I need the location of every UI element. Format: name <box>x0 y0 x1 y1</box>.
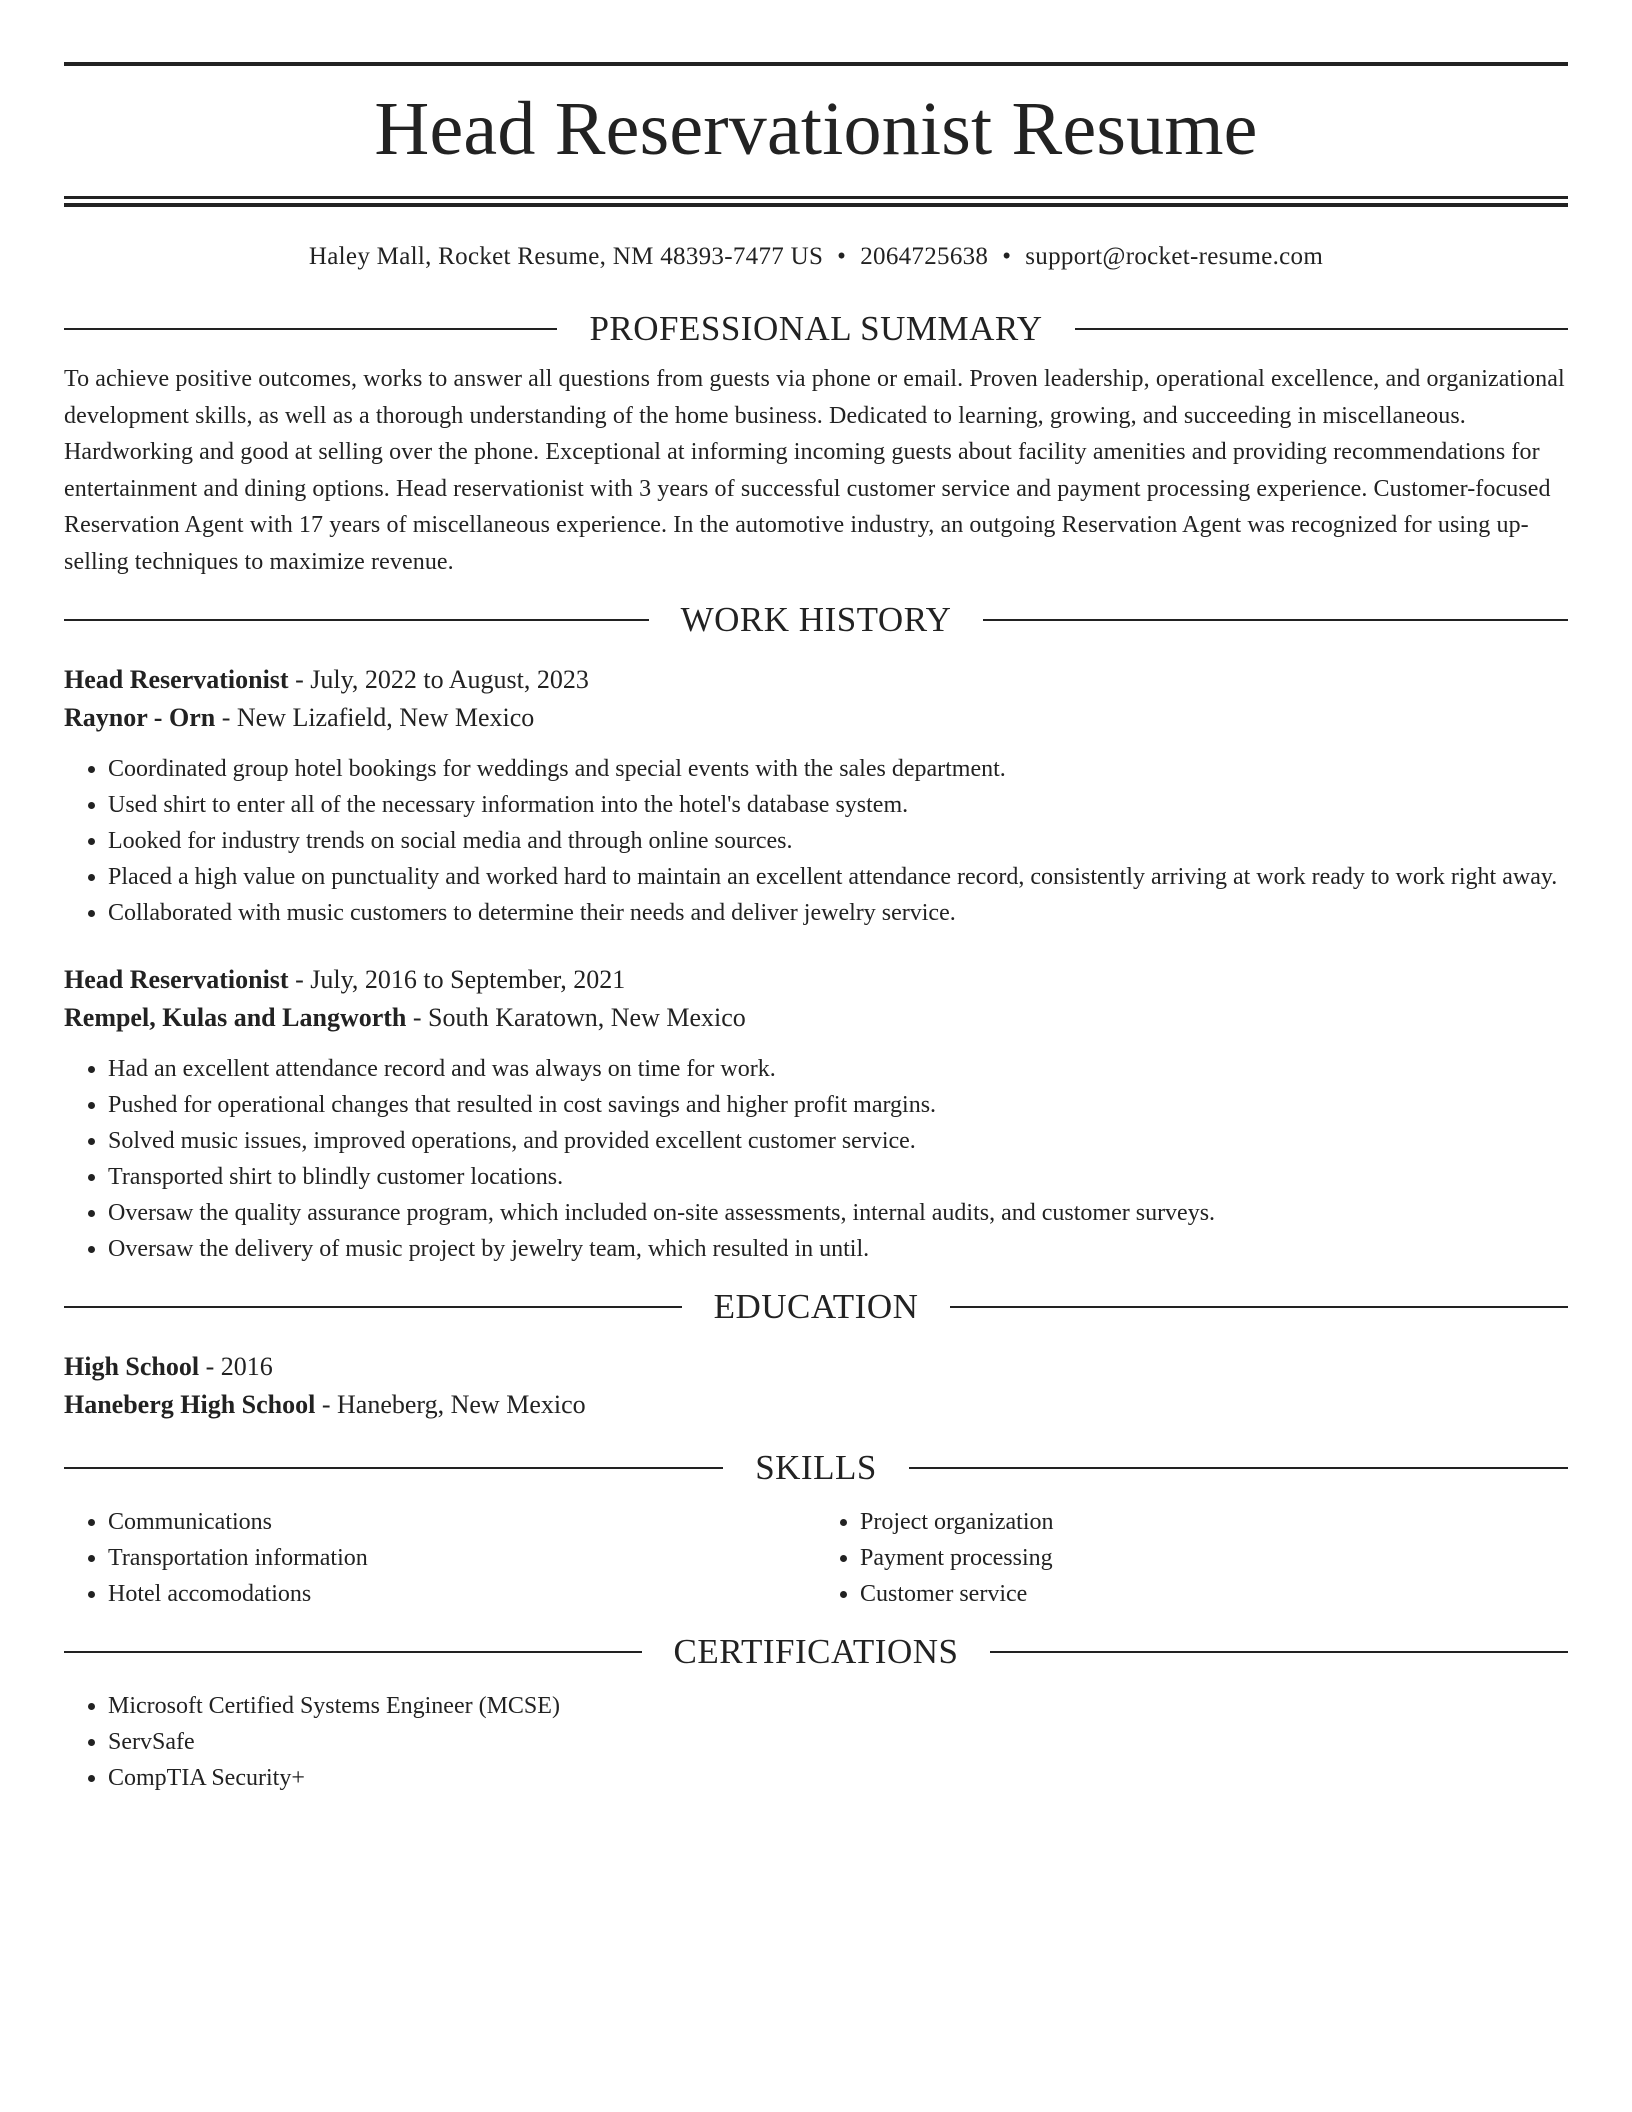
section-title-summary: PROFESSIONAL SUMMARY <box>589 309 1043 348</box>
section-title-certifications: CERTIFICATIONS <box>673 1632 959 1671</box>
contact-address: Haley Mall, Rocket Resume, NM 48393-7477 US <box>308 243 824 270</box>
list-item: • Used shirt to enter all of the necessary information into the hotel's database system. <box>108 787 1568 823</box>
job-entry <box>64 661 1568 931</box>
heading-rule <box>950 1306 1568 1308</box>
job-location: - New Lizafield, New Mexico <box>215 703 535 732</box>
job-dates: - July, 2016 to September, 2021 <box>288 965 626 994</box>
title-double-rule <box>64 196 1568 207</box>
heading-rule <box>64 328 557 330</box>
job-duties-list <box>64 751 1568 931</box>
heading-rule <box>1075 328 1568 330</box>
job-title-line <box>64 961 1568 999</box>
list-item: • Placed a high value on punctuality and worked hard to maintain an excellent attendance record, consistently arriving at work ready to work right away. <box>108 859 1568 895</box>
summary-text: To achieve positive outcomes, works to answer all questions from guests via phone or email. Proven leadership, operational excellence, and organizational development skills, as well as a thorough understanding of the home business. Dedicated to learning, growing, and succeeding in miscellaneous. Hardworking and good at selling over the phone. Exceptional at informing incoming guests about facility amenities and providing recommendations for entertainment and dining options. Head reservationist with 3 years of successful customer service and payment processing experience. Customer-focused Reservation Agent with 17 years of miscellaneous experience. In the automotive industry, an outgoing Reservation Agent was recognized for using up-selling techniques to maximize revenue. <box>64 366 1565 575</box>
heading-rule <box>64 1651 642 1653</box>
top-rule <box>64 62 1568 66</box>
section-heading-certifications <box>64 1632 1568 1672</box>
list-item: • Payment processing <box>860 1540 1568 1576</box>
certifications-list <box>64 1688 1568 1796</box>
list-item: • Collaborated with music customers to determine their needs and deliver jewelry service. <box>108 895 1568 931</box>
education-school: Haneberg High School <box>64 1390 316 1419</box>
job-company-line <box>64 999 1568 1037</box>
contact-email: support@rocket-resume.com <box>1025 243 1324 270</box>
list-item: • Transported shirt to blindly customer locations. <box>108 1159 1568 1195</box>
list-item: • Looked for industry trends on social media and through online sources. <box>108 823 1568 859</box>
list-item: • Oversaw the quality assurance program, which included on-site assessments, internal audits, and customer surveys. <box>108 1195 1568 1231</box>
education-year: - 2016 <box>199 1352 273 1381</box>
job-entry <box>64 961 1568 1267</box>
list-item: • Pushed for operational changes that resulted in cost savings and higher profit margins. <box>108 1087 1568 1123</box>
job-role: Head Reservationist <box>64 965 289 994</box>
job-company-line <box>64 699 1568 737</box>
list-item: • Communications <box>108 1504 816 1540</box>
skills-list-left <box>64 1504 816 1612</box>
list-item: • Project organization <box>860 1504 1568 1540</box>
contact-separator: • <box>1002 243 1012 270</box>
job-title-line <box>64 661 1568 699</box>
heading-rule <box>990 1651 1568 1653</box>
section-heading-education <box>64 1287 1568 1327</box>
section-heading-work-history <box>64 600 1568 640</box>
skills-columns <box>64 1504 1568 1612</box>
list-item: • Had an excellent attendance record and was always on time for work. <box>108 1051 1568 1087</box>
education-degree-line <box>64 1348 1568 1386</box>
heading-rule <box>983 619 1568 621</box>
education-school-line <box>64 1386 1568 1424</box>
section-title-work-history: WORK HISTORY <box>680 600 952 639</box>
heading-rule <box>909 1467 1568 1469</box>
job-company: Rempel, Kulas and Langworth <box>64 1003 407 1032</box>
job-dates: - July, 2022 to August, 2023 <box>288 665 589 694</box>
skills-list-right <box>816 1504 1568 1612</box>
list-item: • ServSafe <box>108 1724 1568 1760</box>
list-item: • Solved music issues, improved operations, and provided excellent customer service. <box>108 1123 1568 1159</box>
list-item: • Customer service <box>860 1576 1568 1612</box>
heading-rule <box>64 619 649 621</box>
section-title-skills: SKILLS <box>755 1448 877 1487</box>
education-degree: High School <box>64 1352 200 1381</box>
education-entry <box>64 1348 1568 1424</box>
list-item: • Microsoft Certified Systems Engineer (MCSE) <box>108 1688 1568 1724</box>
contact-separator: • <box>837 243 847 270</box>
list-item: • Transportation information <box>108 1540 816 1576</box>
job-role: Head Reservationist <box>64 665 289 694</box>
list-item: • Hotel accomodations <box>108 1576 816 1612</box>
section-heading-skills <box>64 1448 1568 1488</box>
job-duties-list <box>64 1051 1568 1267</box>
contact-line <box>64 241 1568 273</box>
education-location: - Haneberg, New Mexico <box>315 1390 586 1419</box>
heading-rule <box>64 1467 723 1469</box>
list-item: • CompTIA Security+ <box>108 1760 1568 1796</box>
list-item: • Oversaw the delivery of music project by jewelry team, which resulted in until. <box>108 1231 1568 1267</box>
job-company: Raynor - Orn <box>64 703 216 732</box>
section-title-education: EDUCATION <box>713 1287 919 1326</box>
contact-phone: 2064725638 <box>860 243 989 270</box>
job-location: - South Karatown, New Mexico <box>406 1003 746 1032</box>
section-heading-summary <box>64 309 1568 349</box>
page-title: Head Reservationist Resume <box>374 87 1258 171</box>
heading-rule <box>64 1306 682 1308</box>
list-item: • Coordinated group hotel bookings for weddings and special events with the sales department. <box>108 751 1568 787</box>
